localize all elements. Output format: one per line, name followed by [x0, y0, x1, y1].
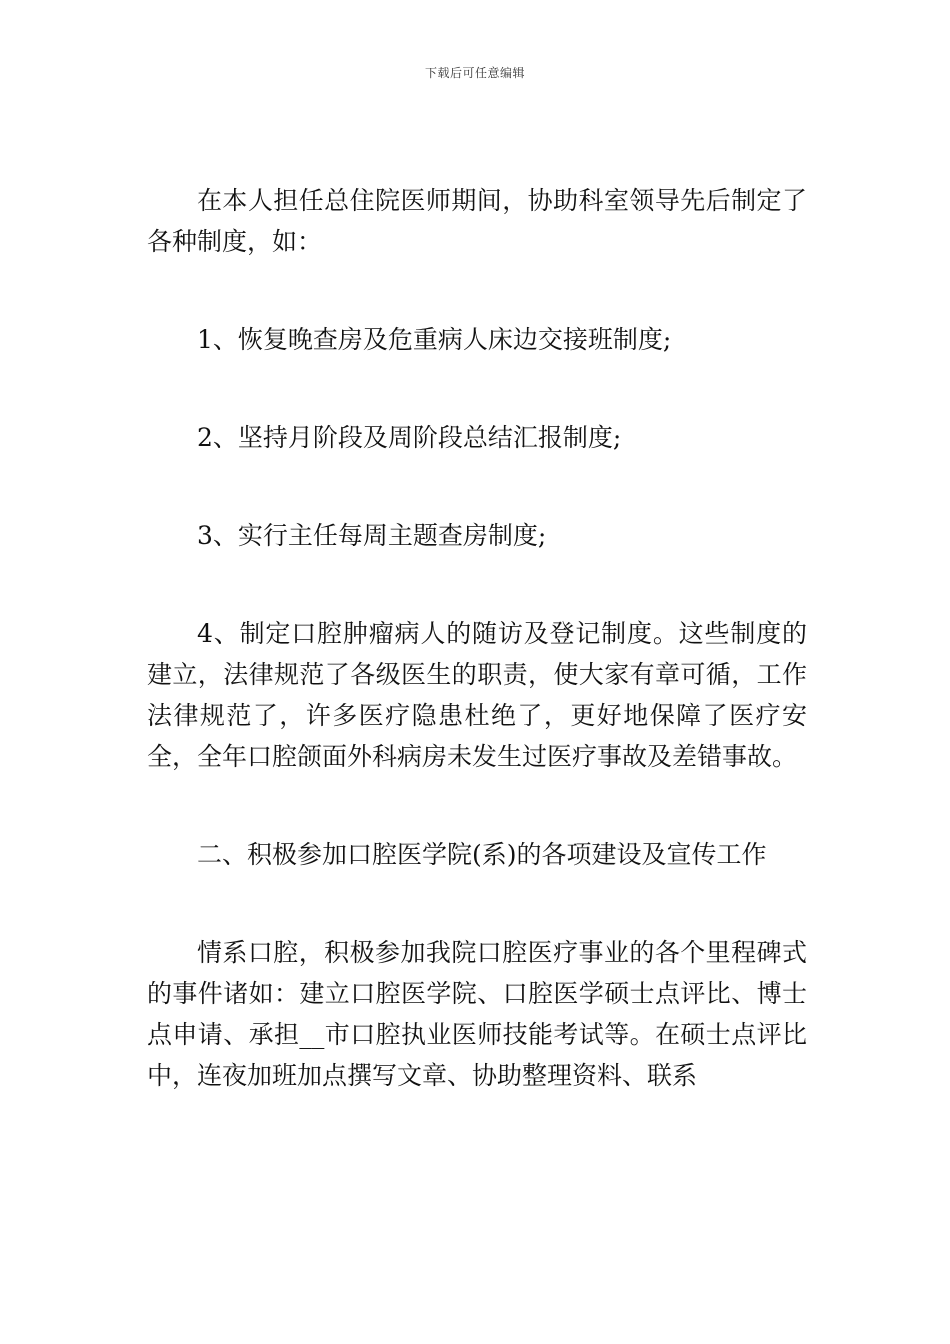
paragraph-item-2: 2、坚持月阶段及周阶段总结汇报制度; — [197, 423, 622, 452]
paragraph-item-3: 3、实行主任每周主题查房制度; — [197, 521, 547, 550]
section-heading-2: 二、积极参加口腔医学院(系)的各项建设及宣传工作 — [197, 840, 767, 869]
document-body — [147, 180, 807, 1096]
page-header-note: 下载后可任意编辑 — [424, 66, 525, 80]
paragraph-item-1: 1、恢复晚查房及危重病人床边交接班制度; — [197, 325, 672, 354]
paragraph-intro: 在本人担任总住院医师期间，协助科室领导先后制定了各种制度，如： — [147, 186, 807, 256]
paragraph-section-2: 情系口腔，积极参加我院口腔医疗事业的各个里程碑式的事件诸如：建立口腔医学院、口腔医学硕士点评比、博士点申请、承担__市口腔执业医师技能考试等。在硕士点评比中，连夜加班加点撰写文章、协助整理资料、联系 — [147, 938, 807, 1090]
paragraph-item-4: 4、制定口腔肿瘤病人的随访及登记制度。这些制度的建立，法律规范了各级医生的职责，使大家有章可循，工作法律规范了，许多医疗隐患杜绝了，更好地保障了医疗安全，全年口腔颌面外科病房未发生过医疗事故及差错事故。 — [147, 619, 807, 771]
